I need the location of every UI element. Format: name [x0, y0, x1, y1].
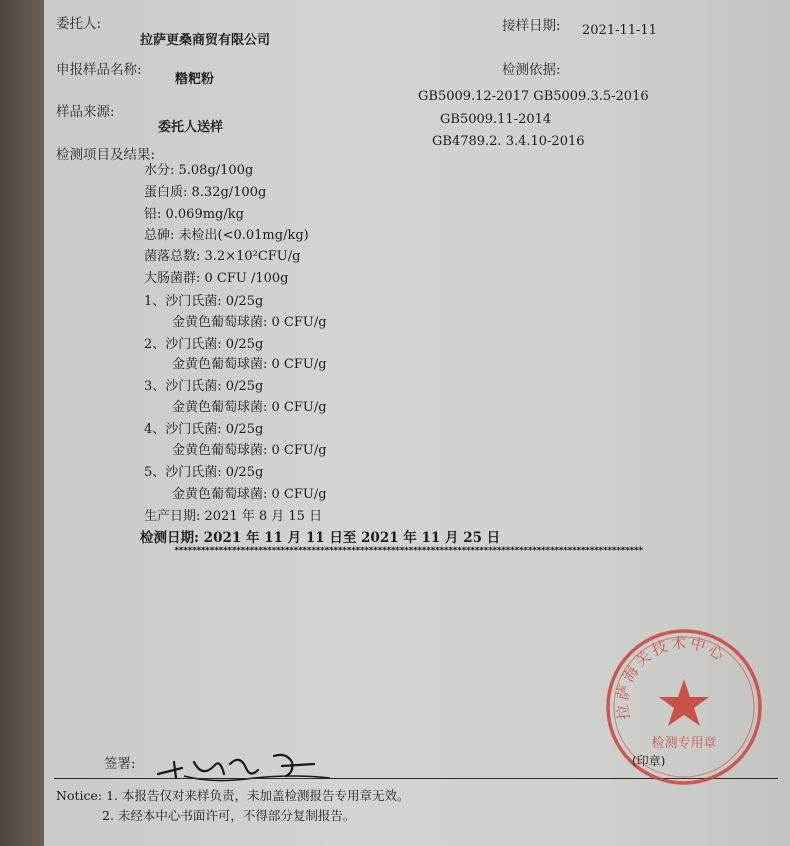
basis-line-1: GB5009.12-2017 GB5009.3.5-2016 [418, 89, 649, 104]
result-item: 3、沙门氏菌: 0/25g [144, 379, 264, 394]
result-item: 2、沙门氏菌: 0/25g [144, 337, 264, 352]
sample-name-label: 申报样品名称: [56, 62, 142, 78]
result-item: 大肠菌群: 0 CFU /100g [144, 271, 289, 286]
report-page [44, 0, 790, 846]
sign-label: 签署: [104, 756, 136, 772]
separator-stars: ********************************************************************************************************** [174, 546, 643, 554]
result-item: 金黄色葡萄球菌: 0 CFU/g [172, 487, 327, 502]
result-item: 菌落总数: 3.2×10²CFU/g [144, 249, 301, 264]
red-star-seal-icon [604, 627, 764, 787]
result-item: 蛋白质: 8.32g/100g [144, 185, 267, 200]
result-item: 金黄色葡萄球菌: 0 CFU/g [172, 443, 327, 458]
result-item: 铅: 0.069mg/kg [144, 207, 244, 222]
sample-source-label: 样品来源: [56, 104, 115, 120]
result-item: 4、沙门氏菌: 0/25g [144, 422, 264, 437]
receive-date-label: 接样日期: [502, 18, 561, 34]
result-item: 5、沙门氏菌: 0/25g [144, 465, 264, 480]
handwritten-signature-icon [154, 748, 334, 788]
basis-line-3: GB4789.2. 3.4.10-2016 [432, 134, 585, 149]
result-item: 金黄色葡萄球菌: 0 CFU/g [172, 315, 327, 330]
result-item: 水分: 5.08g/100g [144, 163, 254, 178]
basis-label: 检测依据: [502, 62, 561, 78]
seal-mark: (印章) [632, 754, 666, 768]
receive-date-value: 2021-11-11 [582, 23, 657, 38]
result-item: 金黄色葡萄球菌: 0 CFU/g [172, 357, 327, 372]
sample-name-value: 糌粑粉 [175, 72, 215, 87]
test-date: 检测日期: 2021 年 11 月 11 日至 2021 年 11 月 25 日 [140, 530, 501, 546]
results-title: 检测项目及结果: [56, 147, 156, 163]
client-value: 拉萨更桑商贸有限公司 [140, 33, 271, 48]
result-item: 1、沙门氏菌: 0/25g [144, 294, 264, 309]
desk-shadow [0, 0, 44, 846]
production-date: 生产日期: 2021 年 8 月 15 日 [144, 509, 323, 524]
seal-sub: 检测专用章 [651, 736, 717, 751]
notice-line-1: Notice: 1. 本报告仅对来样负责，未加盖检测报告专用章无效。 [56, 788, 410, 803]
notice-line-2: 2. 未经本中心书面许可，不得部分复制报告。 [102, 808, 356, 823]
svg-text:拉萨海关技术中心 [613, 634, 729, 721]
result-item: 金黄色葡萄球菌: 0 CFU/g [172, 400, 327, 415]
basis-line-2: GB5009.11-2014 [440, 112, 552, 127]
result-item: 总砷: 未检出(<0.01mg/kg) [144, 228, 309, 243]
client-label: 委托人: [56, 16, 102, 32]
seal-text: 拉萨海关技术中心 [613, 633, 730, 721]
sample-source-value: 委托人送样 [158, 120, 224, 135]
